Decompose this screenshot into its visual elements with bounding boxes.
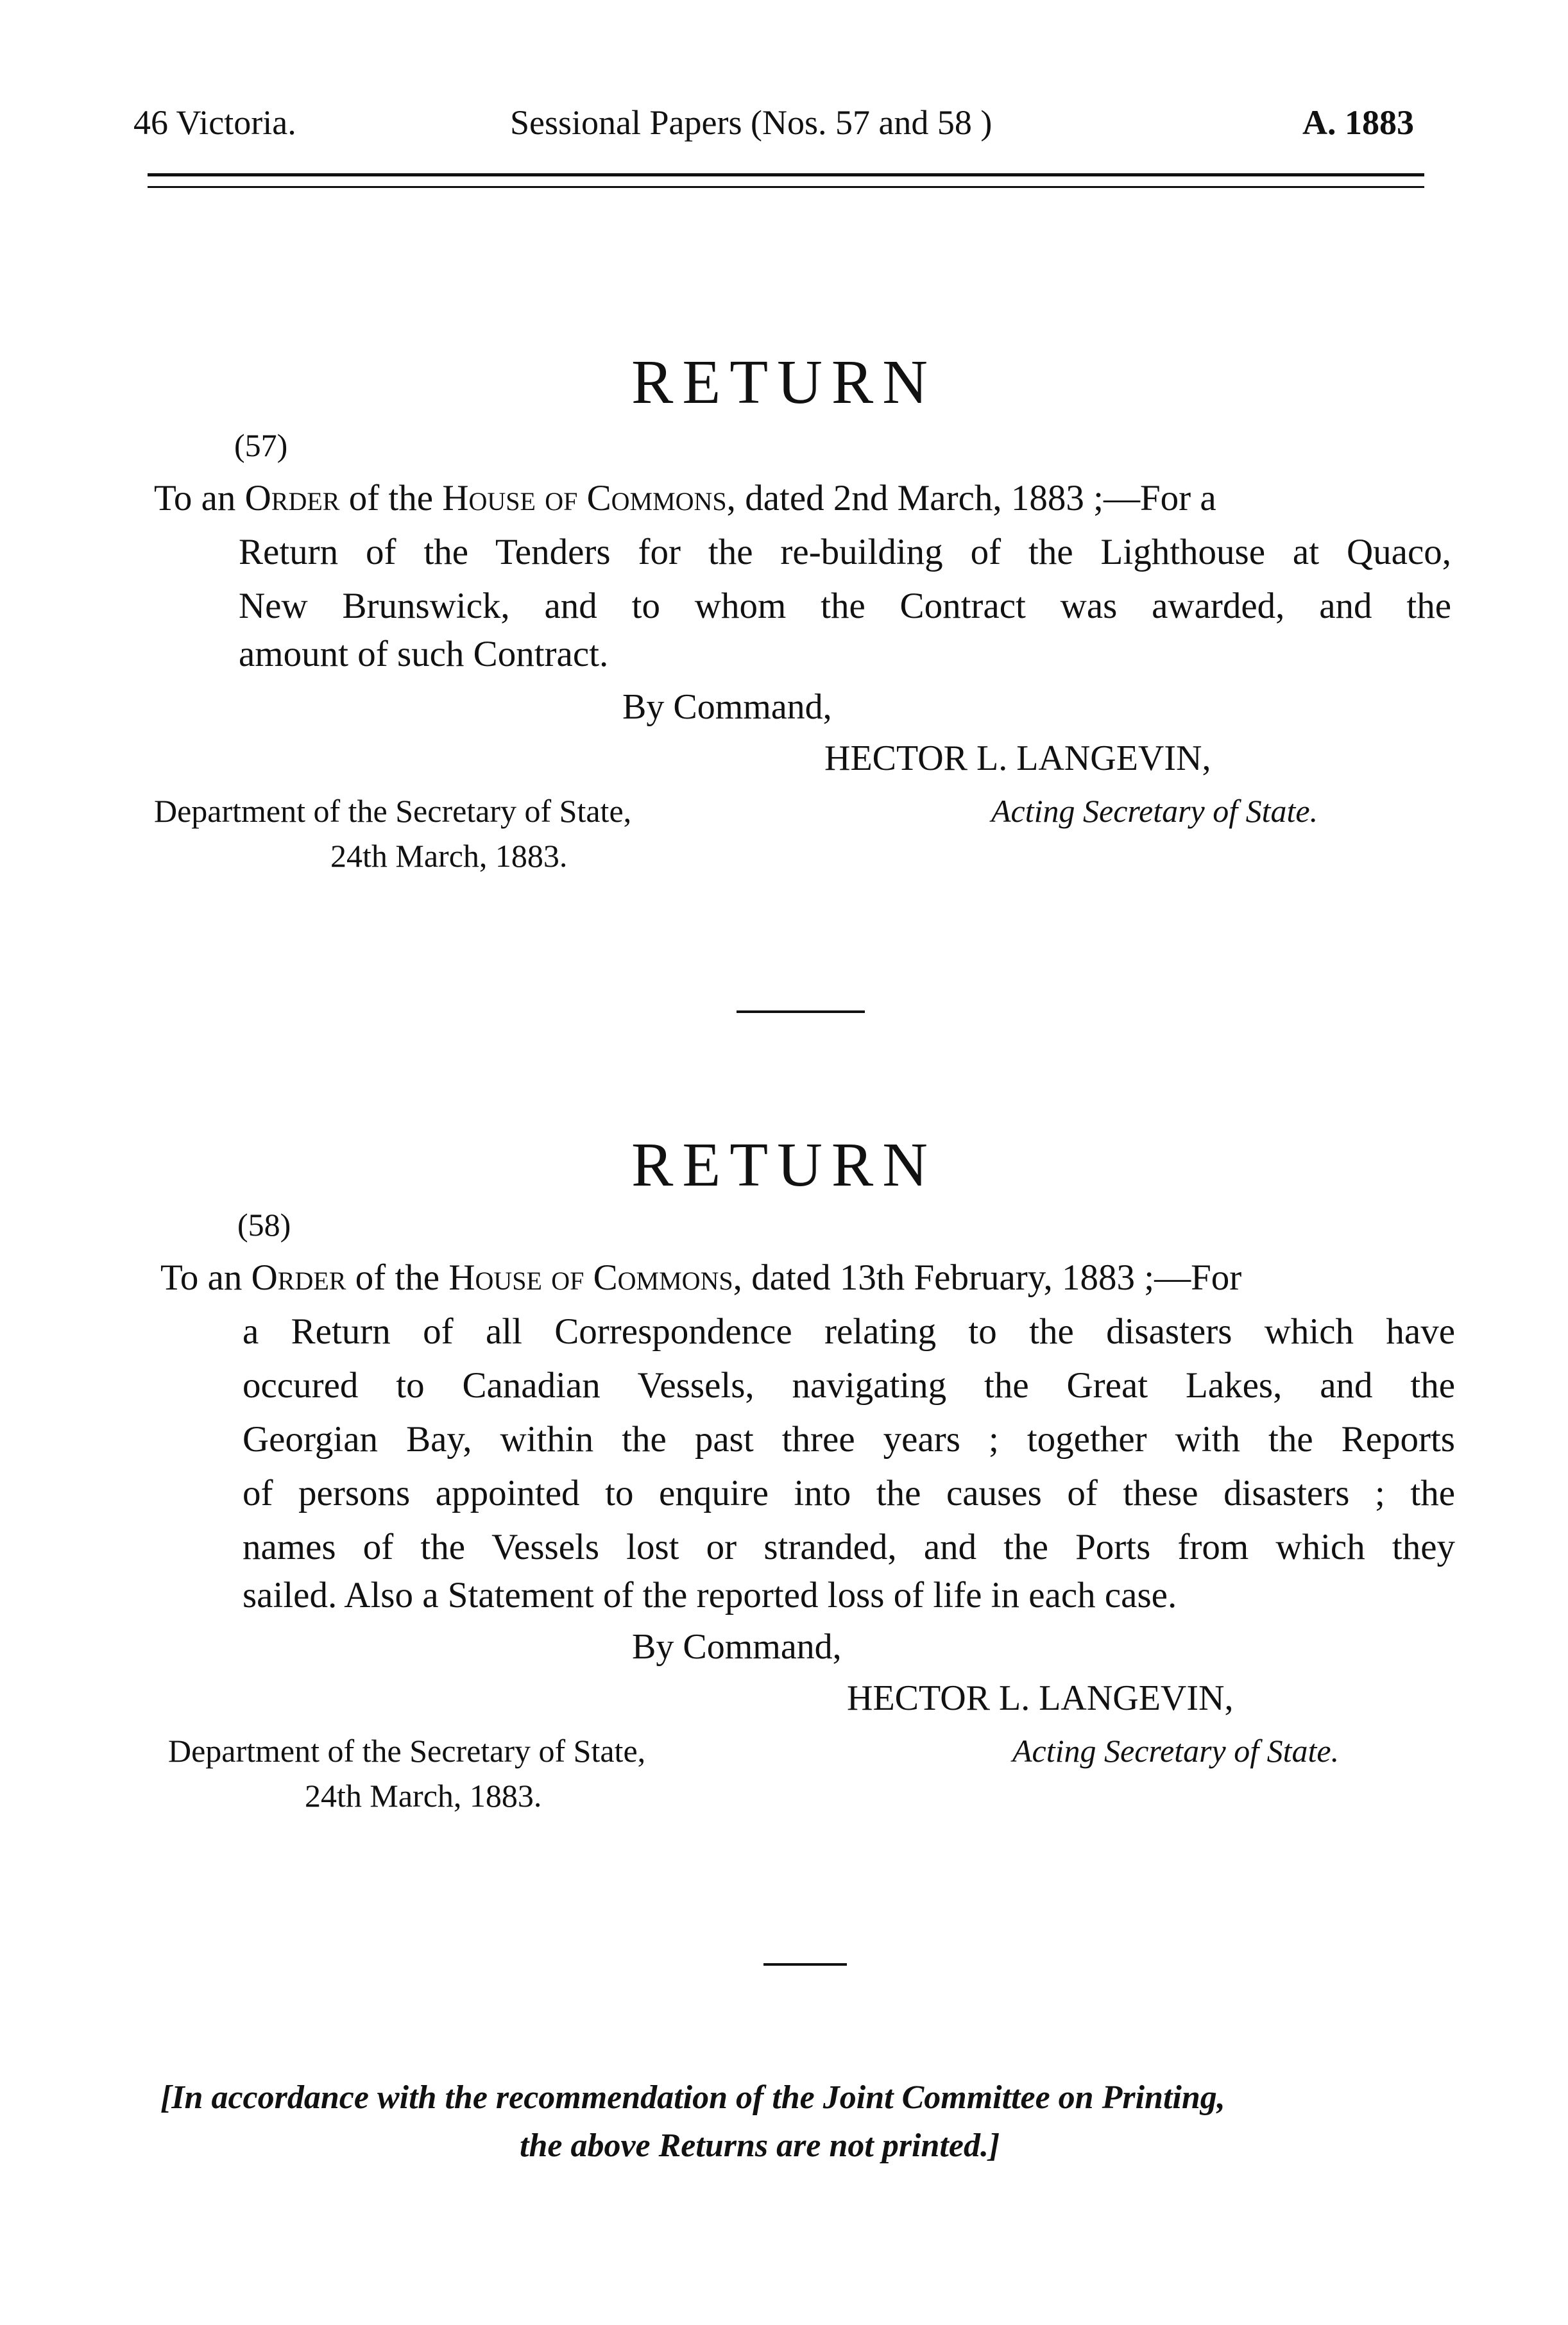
- order-body-line: sailed. Also a Statement of the reported loss of life in each case.: [243, 1575, 1177, 1615]
- header-volume: 46 Victoria.: [133, 103, 296, 142]
- department-name: Department of the Secretary of State,: [154, 793, 632, 829]
- return-date: 24th March, 1883.: [305, 1778, 542, 1814]
- order-line-rest: dated 2nd March, 1883 ;—For a: [745, 478, 1216, 518]
- order-of-the: of the: [348, 478, 434, 518]
- header-year: A. 1883: [1302, 103, 1414, 142]
- order-commons: Commons,: [593, 1257, 742, 1298]
- return-date: 24th March, 1883.: [330, 838, 568, 874]
- order-body-line: occured to Canadian Vessels, navigating the Great Lakes, and the: [243, 1365, 1455, 1406]
- order-body-line: names of the Vessels lost or stranded, and the Ports from which they: [243, 1527, 1455, 1567]
- return-title: RETURN: [631, 1130, 937, 1200]
- signatory-role: Acting Secretary of State.: [1012, 1733, 1340, 1769]
- order-house: House: [448, 1257, 542, 1298]
- section-separator: [737, 1010, 865, 1013]
- order-of: of: [545, 478, 578, 518]
- order-prefix: To an: [160, 1257, 243, 1298]
- order-prefix: To an: [154, 478, 236, 518]
- order-first-line: [160, 1251, 1241, 1305]
- order-of-the: of the: [355, 1257, 440, 1298]
- signatory-role: Acting Secretary of State.: [991, 793, 1318, 829]
- footer-note-line: [In accordance with the recommendation of the Joint Committee on Printing,: [160, 2079, 1225, 2116]
- order-first-line: [154, 472, 1216, 525]
- order-body-line: of persons appointed to enquire into the causes of these disasters ; the: [243, 1473, 1455, 1513]
- signatory-name: HECTOR L. LANGEVIN,: [824, 738, 1211, 778]
- order-word: Order: [251, 1257, 346, 1298]
- order-word: Order: [244, 478, 340, 518]
- order-body-line: New Brunswick, and to whom the Contract was awarded, and the: [239, 586, 1451, 626]
- order-body-line: a Return of all Correspondence relating to the disasters which have: [243, 1311, 1455, 1352]
- order-house: House: [442, 478, 536, 518]
- order-line-rest: dated 13th February, 1883 ;—For: [751, 1257, 1242, 1298]
- order-body-line: amount of such Contract.: [239, 634, 609, 674]
- return-number: (57): [234, 427, 288, 463]
- return-title: RETURN: [631, 348, 937, 417]
- by-command: By Command,: [632, 1627, 842, 1667]
- order-commons: Commons,: [586, 478, 736, 518]
- section-separator: [763, 1963, 847, 1966]
- header-rule-bottom: [148, 186, 1424, 188]
- order-body-line: Georgian Bay, within the past three years ; together with the Reports: [243, 1419, 1455, 1460]
- return-number: (58): [237, 1207, 291, 1243]
- order-of: of: [551, 1257, 584, 1298]
- department-name: Department of the Secretary of State,: [168, 1733, 646, 1769]
- by-command: By Command,: [622, 687, 832, 727]
- order-body-line: Return of the Tenders for the re-building of the Lighthouse at Quaco,: [239, 532, 1451, 572]
- header-sessional-papers: Sessional Papers (Nos. 57 and 58 ): [510, 103, 993, 142]
- header-rule-top: [148, 173, 1424, 176]
- signatory-name: HECTOR L. LANGEVIN,: [847, 1678, 1234, 1718]
- footer-note-line: the above Returns are not printed.]: [520, 2127, 1000, 2164]
